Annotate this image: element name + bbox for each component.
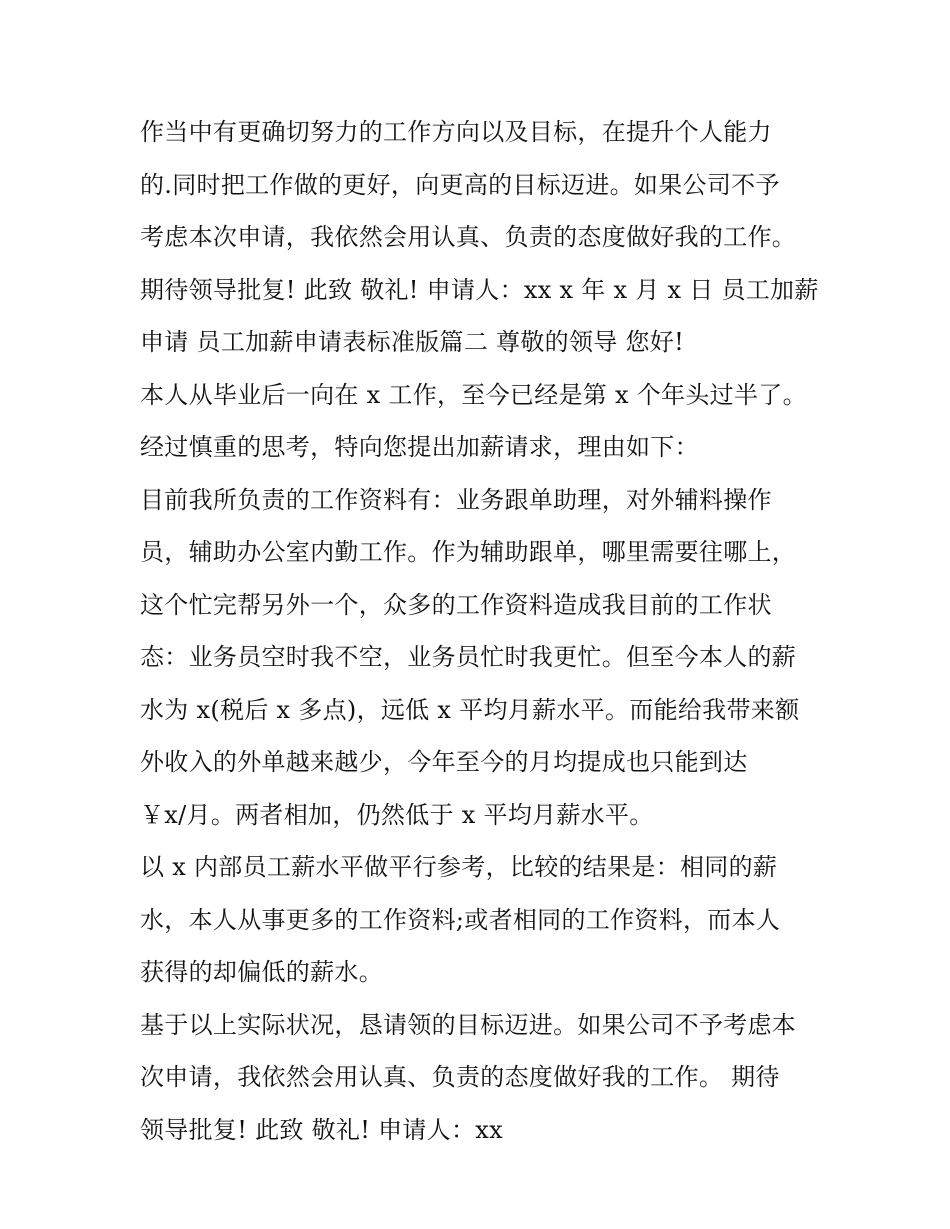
text-line: 次申请，我依然会用认真、负责的态度做好我的工作。 期待 bbox=[140, 1063, 780, 1091]
text-line: 员，辅助办公室内勤工作。作为辅助跟单，哪里需要往哪上， bbox=[140, 538, 797, 566]
text-line: 以 x 内部员工薪水平做平行参考，比较的结果是：相同的薪 bbox=[140, 853, 778, 881]
text-line: 获得的却偏低的薪水。 bbox=[140, 958, 383, 986]
document-body bbox=[140, 106, 840, 1156]
text-line: 期待领导批复! 此致 敬礼! 申请人：xx x 年 x 月 x 日 员工加薪 bbox=[140, 275, 819, 304]
text-line: 作当中有更确切努力的工作方向以及目标，在提升个人能力 bbox=[140, 118, 772, 146]
text-line: 目前我所负责的工作资料有：业务跟单助理，对外辅料操作 bbox=[140, 485, 772, 514]
text-line: 领导批复! 此致 敬礼! 申请人：xx bbox=[140, 1115, 503, 1144]
text-line: 本人从毕业后一向在 x 工作，至今已经是第 x 个年头过半了。 bbox=[140, 380, 807, 409]
text-line: ￥x/月。两者相加，仍然低于 x 平均月薪水平。 bbox=[140, 800, 654, 829]
text-line: 这个忙完帮另外一个，众多的工作资料造成我目前的工作状 bbox=[140, 590, 772, 619]
text-line: 外收入的外单越来越少，今年至今的月均提成也只能到达 bbox=[140, 748, 748, 776]
text-line: 基于以上实际状况，恳请领的目标迈进。如果公司不予考虑本 bbox=[140, 1010, 797, 1039]
text-line: 申请 员工加薪申请表标准版篇二 尊敬的领导 您好! bbox=[140, 328, 685, 356]
text-line: 考虑本次申请，我依然会用认真、负责的态度做好我的工作。 bbox=[140, 223, 797, 251]
text-line: 的.同时把工作做的更好，向更高的目标迈进。如果公司不予 bbox=[140, 170, 780, 199]
text-line: 态：业务员空时我不空，业务员忙时我更忙。但至今本人的薪 bbox=[140, 643, 797, 671]
text-line: 水，本人从事更多的工作资料;或者相同的工作资料，而本人 bbox=[140, 905, 781, 934]
text-line: 经过慎重的思考，特向您提出加薪请求，理由如下： bbox=[140, 433, 699, 461]
text-line: 水为 x(税后 x 多点)，远低 x 平均月薪水平。而能给我带来额 bbox=[140, 695, 800, 724]
